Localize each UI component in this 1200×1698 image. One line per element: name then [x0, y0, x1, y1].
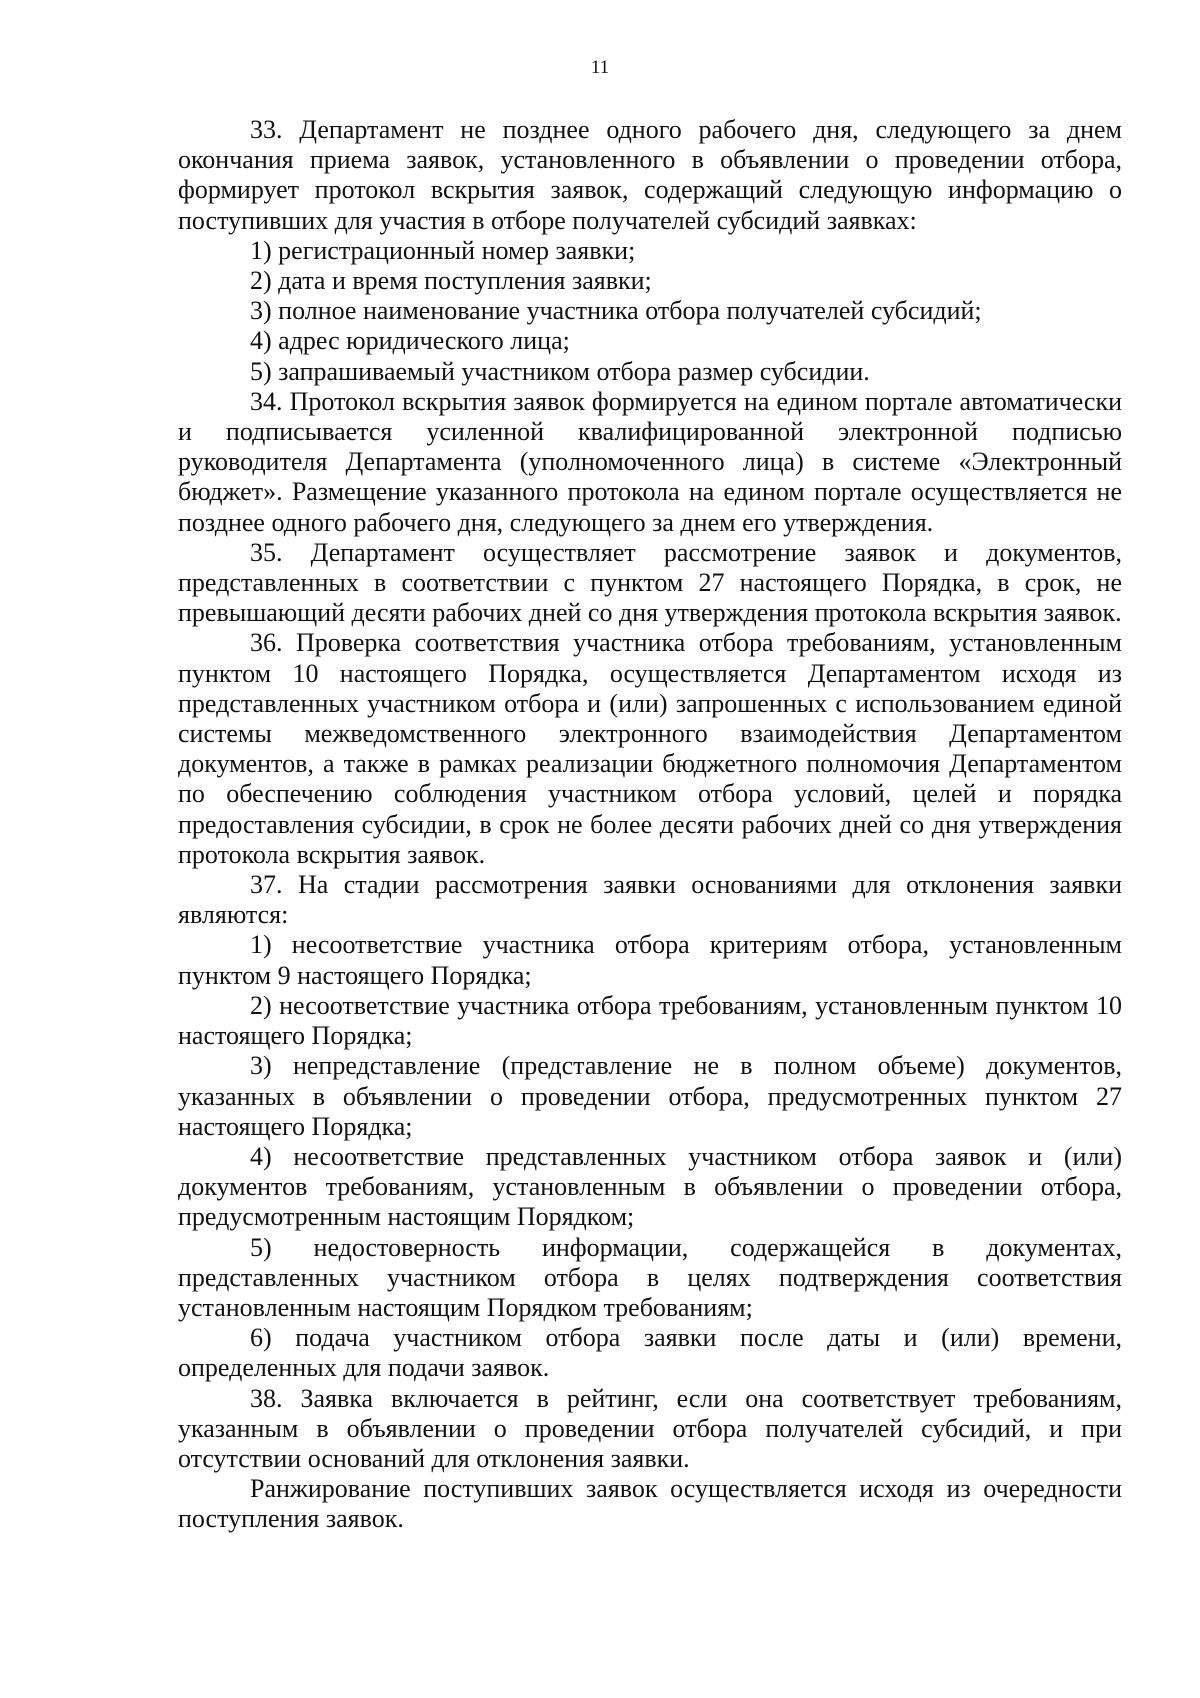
paragraph-37: 37. На стадии рассмотрения заявки основаниями для отклонения заявки являются:: [178, 870, 1122, 930]
page-number: 11: [590, 57, 610, 78]
paragraph-35: 35. Департамент осуществляет рассмотрение заявок и документов, представленных в соответствии с пунктом 27 настоящего Порядка, в срок, не превышающий десяти рабочих дней со дня утверждения протокола вскрытия заявок.: [178, 537, 1122, 628]
rejection-ground-1: 1) несоответствие участника отбора критериям отбора, установленным пунктом 9 настоящего Порядка;: [178, 930, 1122, 990]
list-item-legal-address: 4) адрес юридического лица;: [250, 326, 570, 356]
rejection-ground-6: 6) подача участником отбора заявки после даты и (или) времени, определенных для подачи заявок.: [178, 1323, 1122, 1383]
paragraph-ranking: Ранжирование поступивших заявок осуществляется исходя из очередности поступления заявок.: [178, 1474, 1122, 1534]
paragraph-33: 33. Департамент не позднее одного рабочего дня, следующего за днем окончания приема заявок, установленного в объявлении о проведении отбора, формирует протокол вскрытия заявок, содержащий следующую информацию о поступивших для участия в отборе получателей субсидий заявках:: [178, 115, 1122, 235]
list-item-subsidy-amount: 5) запрашиваемый участником отбора размер субсидии.: [250, 356, 870, 386]
rejection-ground-2: 2) несоответствие участника отбора требованиям, установленным пунктом 10 настоящего Порядка;: [178, 990, 1122, 1051]
list-item-registration-number: 1) регистрационный номер заявки;: [250, 235, 636, 265]
paragraph-38: 38. Заявка включается в рейтинг, если она соответствует требованиям, указанным в объявлении о проведении отбора получателей субсидий, и при отсутствии оснований для отклонения заявки.: [178, 1383, 1122, 1473]
rejection-ground-3: 3) непредставление (представление не в полном объеме) документов, указанных в объявлении о проведении отбора, предусмотренных пунктом 27 настоящего Порядка;: [178, 1051, 1122, 1141]
list-item-full-name: 3) полное наименование участника отбора получателей субсидий;: [250, 296, 982, 326]
rejection-ground-5: 5) недостоверность информации, содержащейся в документах, представленных участником отбора в целях подтверждения соответствия установленным настоящим Порядком требованиям;: [178, 1232, 1122, 1322]
document-body: [178, 115, 1122, 1535]
list-item-date-time: 2) дата и время поступления заявки;: [250, 266, 652, 296]
paragraph-34: 34. Протокол вскрытия заявок формируется на едином портале автоматически и подписывается усиленной квалифицированной электронной подписью руководителя Департамента (уполномоченного лица) в системе «Электронный бюджет». Размещение указанного протокола на едином портале осуществляется не позднее одного рабочего дня, следующего за днем его утверждения.: [178, 386, 1122, 537]
paragraph-36: 36. Проверка соответствия участника отбора требованиям, установленным пунктом 10 настоящего Порядка, осуществляется Департаментом исходя из представленных участником отбора и (или) запрошенных с использованием единой системы межведомственного электронного взаимодействия Департаментом документов, а также в рамках реализации бюджетного полномочия Департаментом по обеспечению соблюдения участником отбора условий, целей и порядка предоставления субсидии, в срок не более десяти рабочих дней со дня утверждения протокола вскрытия заявок.: [178, 628, 1122, 869]
rejection-ground-4: 4) несоответствие представленных участником отбора заявок и (или) документов требованиям, установленным в объявлении о проведении отбора, предусмотренным настоящим Порядком;: [178, 1141, 1122, 1232]
